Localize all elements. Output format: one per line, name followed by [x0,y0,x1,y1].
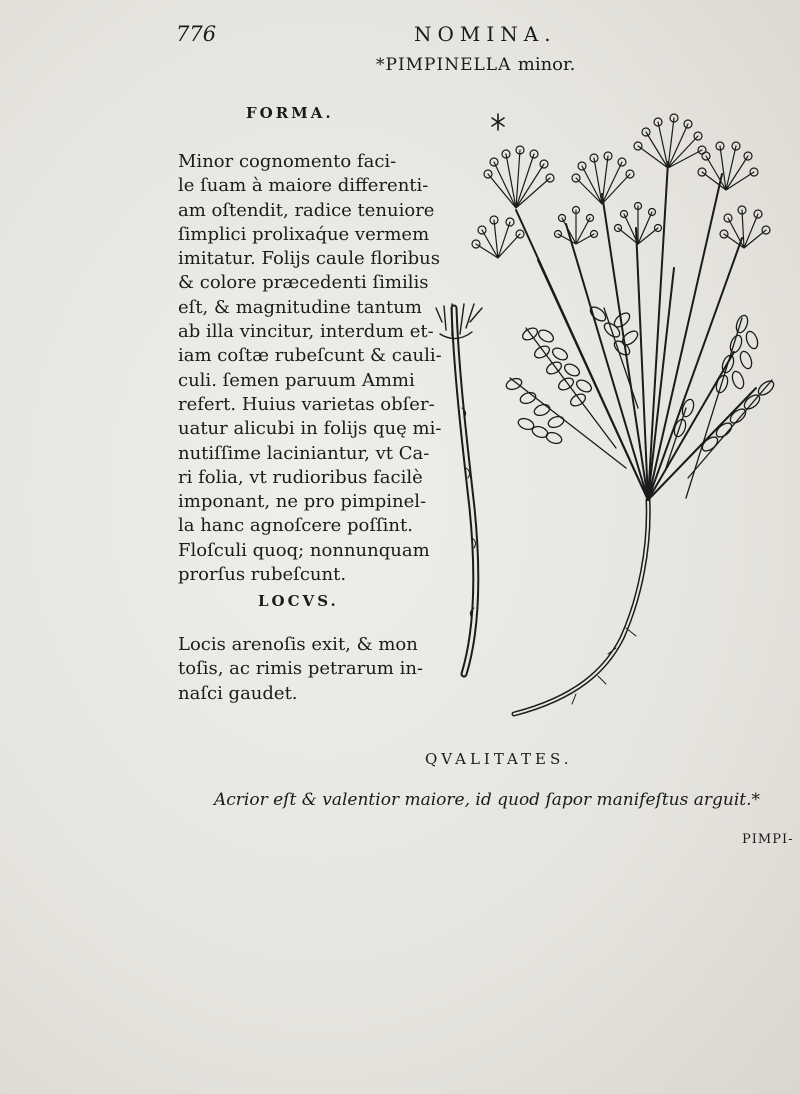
forma-paragraph [178,150,448,587]
locus-paragraph [178,633,448,706]
text-line: Locis arenoſis exit, & mon [178,634,418,655]
text-line: imitatur. Folijs caule floribus [178,248,440,270]
catchword: PIMPI- [742,832,794,847]
text-line: am oſtendit, radice tenuiore [178,199,435,221]
text-line: prorſus rubeſcunt. [178,564,347,586]
plant-name: *PIMPINELLA [376,55,512,75]
running-title: NOMINA. [414,22,557,46]
plant-woodcut-icon [426,108,786,728]
text-line: & colore præcedenti ſimilis [178,272,429,294]
plant-name-heading [376,54,575,75]
page-number: 776 [176,22,217,46]
qualitates-paragraph: Acrior eſt & valentior maiore, id quod ſapor manifeſtus arguit.* [214,790,761,810]
text-line: ab illa vincitur, interdum et- [178,321,434,343]
text-line: naſci gaudet. [178,682,298,704]
text-line: iam coſtæ rubeſcunt & cauli- [178,345,442,367]
text-line: eſt, & magnitudine tantum [178,296,422,318]
show-through-text [180,60,184,75]
qualitates-heading: QVALITATES. [425,750,573,768]
text-line: culi. ſemen paruum Ammi [178,369,415,391]
text-line: ſimplici prolixaq́ue vermem [178,223,430,245]
text-line: ri folia, vt rudioribus facilè [178,466,423,488]
root-icon [436,304,482,674]
text-line: Minor cognomento faci- [178,151,397,172]
text-line: le ſuam à maiore differenti- [178,175,429,197]
text-line: nutiſſime laciniantur, vt Ca- [178,442,430,464]
text-line: toſis, ac rimis petrarum in- [178,658,424,680]
stem-icon [514,500,648,714]
plant-name-suffix: minor. [517,54,576,75]
text-line: la hanc agnoſcere poſſint. [178,515,413,537]
locus-heading: LOCVS. [258,592,339,610]
flower-umbels-icon [472,114,770,258]
text-line: uatur alicubi in folijs quę mi- [178,418,442,440]
text-line: Floſculi quoq; nonnunquam [178,539,430,561]
text-line: imponant, ne pro pimpinel- [178,491,427,513]
asterisk-icon [492,114,504,130]
text-line: refert. Huius varietas obſer- [178,393,435,415]
forma-heading: FORMA. [246,104,334,122]
